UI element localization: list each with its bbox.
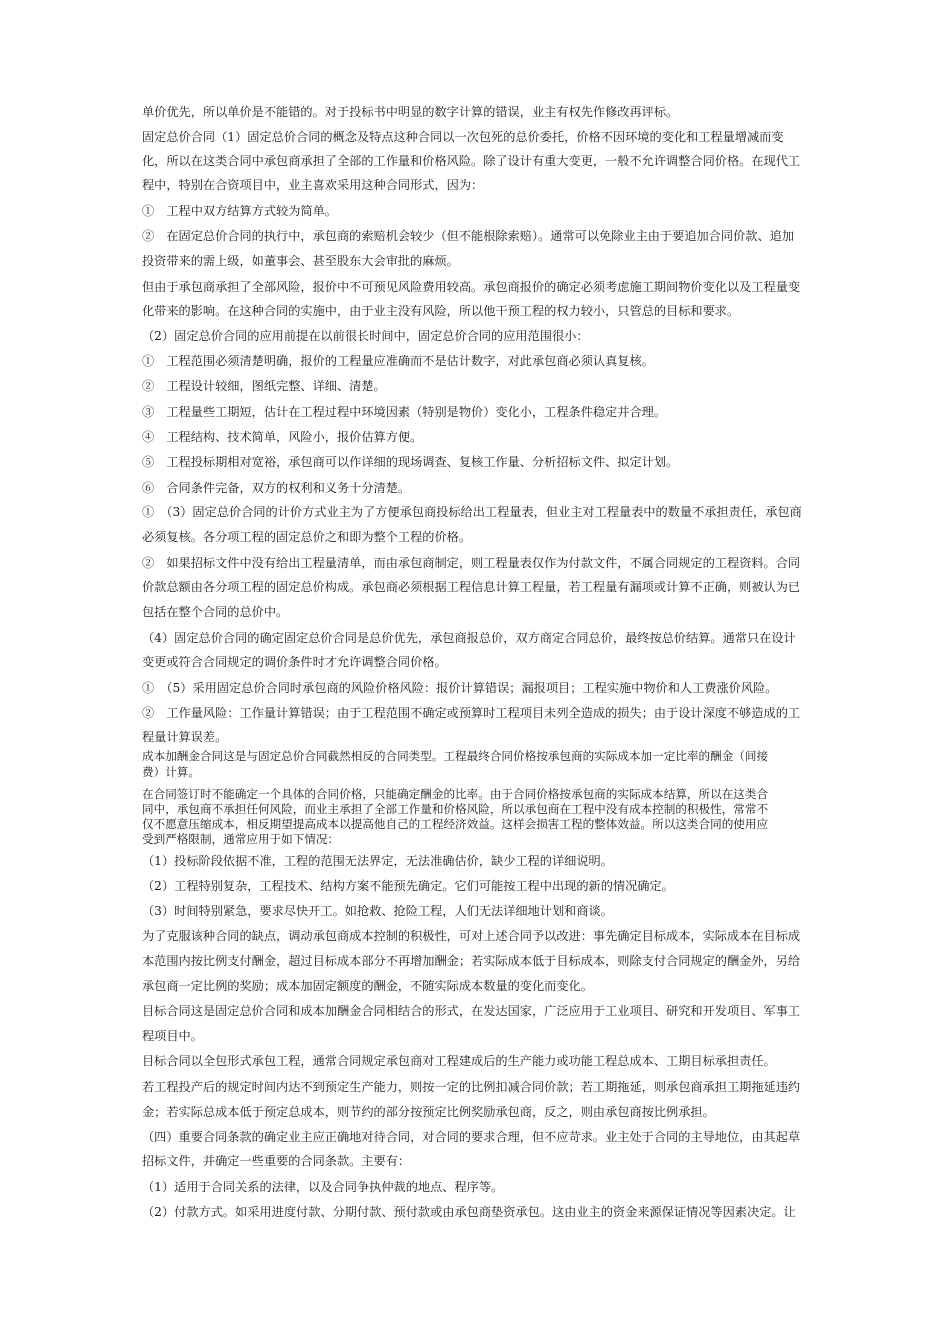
text-line: ③ 工程量些工期短，估计在工程过程中环境因素（特别是物价）变化小，工程条件稳定并合理。 <box>142 405 667 419</box>
text-line: 程量计算误差。 <box>142 730 228 744</box>
text-line: 若工程投产后的规定时间内达不到预定生产能力，则按一定的比例扣减合同价款；若工期拖延，则承包商承担工期拖延违约 <box>142 1080 801 1094</box>
text-line: ⑤ 工程投标期相对宽裕，承包商可以作详细的现场调查、复核工作量、分析招标文件、拟定计划。 <box>142 455 679 469</box>
text-line: （4）固定总价合同的确定固定总价合同是总价优先，承包商报总价，双方商定合同总价，最终按总价结算。通常只在设计 <box>142 631 796 645</box>
text-line: 承包商一定比例的奖励；成本加固定额度的酬金，不随实际成本数量的变化而变化。 <box>142 979 593 993</box>
text-line: 变更或符合合同规定的调价条件时才允许调整合同价格。 <box>142 655 447 669</box>
text-line: ② 工作量风险：工作量计算错误；由于工程范围不确定或预算时工程项目未列全造成的损失；由于设计深度不够造成的工 <box>142 706 801 720</box>
text-line: ① 工程中双方结算方式较为简单。 <box>142 204 337 218</box>
text-line: ① （5）采用固定总价合同时承包商的风险价格风险：报价计算错误；漏报项目；工程实施中物价和人工费涨价风险。 <box>142 681 778 695</box>
text-line: （2）固定总价合同的应用前提在以前很长时间中，固定总价合同的应用范围很小： <box>142 329 589 343</box>
text-line: 同中，承包商不承担任何风险，而业主承担了全部工作量和价格风险，所以承包商在工程中没有成本控制的积极性，常常不 <box>142 802 769 816</box>
text-line: 投资带来的需上级，如董事会、甚至股东大会审批的麻烦。 <box>142 254 459 268</box>
text-line: 目标合同以全包形式承包工程，通常合同规定承包商对工程建成后的生产能力或功能工程总成本、工期目标承担责任。 <box>142 1054 776 1068</box>
text-line: ⑥ 合同条件完备，双方的权利和义务十分清楚。 <box>142 481 411 495</box>
text-line: 但由于承包商承担了全部风险，报价中不可预见风险费用较高。承包商报价的确定必须考虑施工期间物价变化以及工程量变 <box>142 280 801 294</box>
text-line: 在合同签订时不能确定一个具体的合同价格，只能确定酬金的比率。由于合同价格按承包商的实际成本结算，所以在这类合 <box>142 787 769 801</box>
text-line: 费）计算。 <box>142 765 200 779</box>
text-line: 价款总额由各分项工程的固定总价构成。承包商必须根据工程信息计算工程量，若工程量有漏项或计算不正确，则被认为已 <box>142 580 801 594</box>
text-line: 本范围内按比例支付酬金，超过目标成本部分不再增加酬金；若实际成本低于目标成本，则除支付合同规定的酬金外，另给 <box>142 954 801 968</box>
text-line: （四）重要合同条款的确定业主应正确地对待合同，对合同的要求合理，但不应苛求。业主处于合同的主导地位，由其起草 <box>142 1130 801 1144</box>
text-line: ① （3）固定总价合同的计价方式业主为了方便承包商投标给出工程量表，但业主对工程量表中的数量不承担责任，承包商 <box>142 505 802 519</box>
text-line: 仅不愿意压缩成本，相反期望提高成本以提高他自己的工程经济效益。这样会损害工程的整体效益。所以这类合同的使用应 <box>142 817 769 831</box>
text-line: 成本加酬金合同这是与固定总价合同截然相反的合同类型。工程最终合同价格按承包商的实际成本加一定比率的酬金（间接 <box>142 749 769 763</box>
text-line: 化带来的影响。在这种合同的实施中，由于业主没有风险，所以他干预工程的权力较小，只管总的目标和要求。 <box>142 304 740 318</box>
text-line: ② 在固定总价合同的执行中，承包商的索赔机会较少（但不能根除索赔）。通常可以免除业主由于要追加合同价款、追加 <box>142 229 795 243</box>
text-line: ④ 工程结构、技术简单，风险小，报价估算方便。 <box>142 430 423 444</box>
text-line: 程中，特别在合资项目中，业主喜欢采用这种合同形式，因为： <box>142 178 484 192</box>
text-line: 单价优先，所以单价是不能错的。对于投标书中明显的数字计算的错误，业主有权先作修改再评标。 <box>142 105 679 119</box>
text-line: 金；若实际总成本低于预定总成本，则节约的部分按预定比例奖励承包商，反之，则由承包商按比例承担。 <box>142 1105 715 1119</box>
text-line: 包括在整个合同的总价中。 <box>142 605 289 619</box>
text-line: （1）适用于合同关系的法律，以及合同争执仲裁的地点、程序等。 <box>142 1180 504 1194</box>
text-line: 为了克服该种合同的缺点，调动承包商成本控制的积极性，可对上述合同予以改进：事先确定目标成本，实际成本在目标成 <box>142 929 801 943</box>
text-line: （2）工程特别复杂，工程技术、结构方案不能预先确定。它们可能按工程中出现的新的情况确定。 <box>142 879 674 893</box>
text-line: （3）时间特别紧急，要求尽快开工。如抢救、抢险工程，人们无法详细地计划和商谈。 <box>142 904 613 918</box>
text-line: 招标文件，并确定一些重要的合同条款。主要有： <box>142 1154 411 1168</box>
text-line: （2）付款方式。如采用进度付款、分期付款、预付款或由承包商垫资承包。这由业主的资金来源保证情况等因素决定。让 <box>142 1205 796 1219</box>
text-line: 目标合同这是固定总价合同和成本加酬金合同相结合的形式，在发达国家，广泛应用于工业项目、研究和开发项目、军事工 <box>142 1004 801 1018</box>
text-line: （1）投标阶段依据不准，工程的范围无法界定，无法准确估价，缺少工程的详细说明。 <box>142 854 613 868</box>
text-line: 受到严格限制，通常应用于如下情况： <box>142 832 340 846</box>
text-line: 必须复核。各分项工程的固定总价之和即为整个工程的价格。 <box>142 530 472 544</box>
text-line: ② 工程设计较细，图纸完整、详细、清楚。 <box>142 379 386 393</box>
text-line: ① 工程范围必须清楚明确，报价的工程量应准确而不是估计数字，对此承包商必须认真复核。 <box>142 354 654 368</box>
text-line: 程项目中。 <box>142 1029 203 1043</box>
text-line: ② 如果招标文件中没有给出工程量清单，而由承包商制定，则工程量表仅作为付款文件，不属合同规定的工程资料。合同 <box>142 556 801 570</box>
text-line: 化，所以在这类合同中承包商承担了全部的工作量和价格风险。除了设计有重大变更，一般不允许调整合同价格。在现代工 <box>142 154 801 168</box>
text-line: 固定总价合同（1）固定总价合同的概念及特点这种合同以一次包死的总价委托，价格不因环境的变化和工程量增减而变 <box>142 130 784 144</box>
